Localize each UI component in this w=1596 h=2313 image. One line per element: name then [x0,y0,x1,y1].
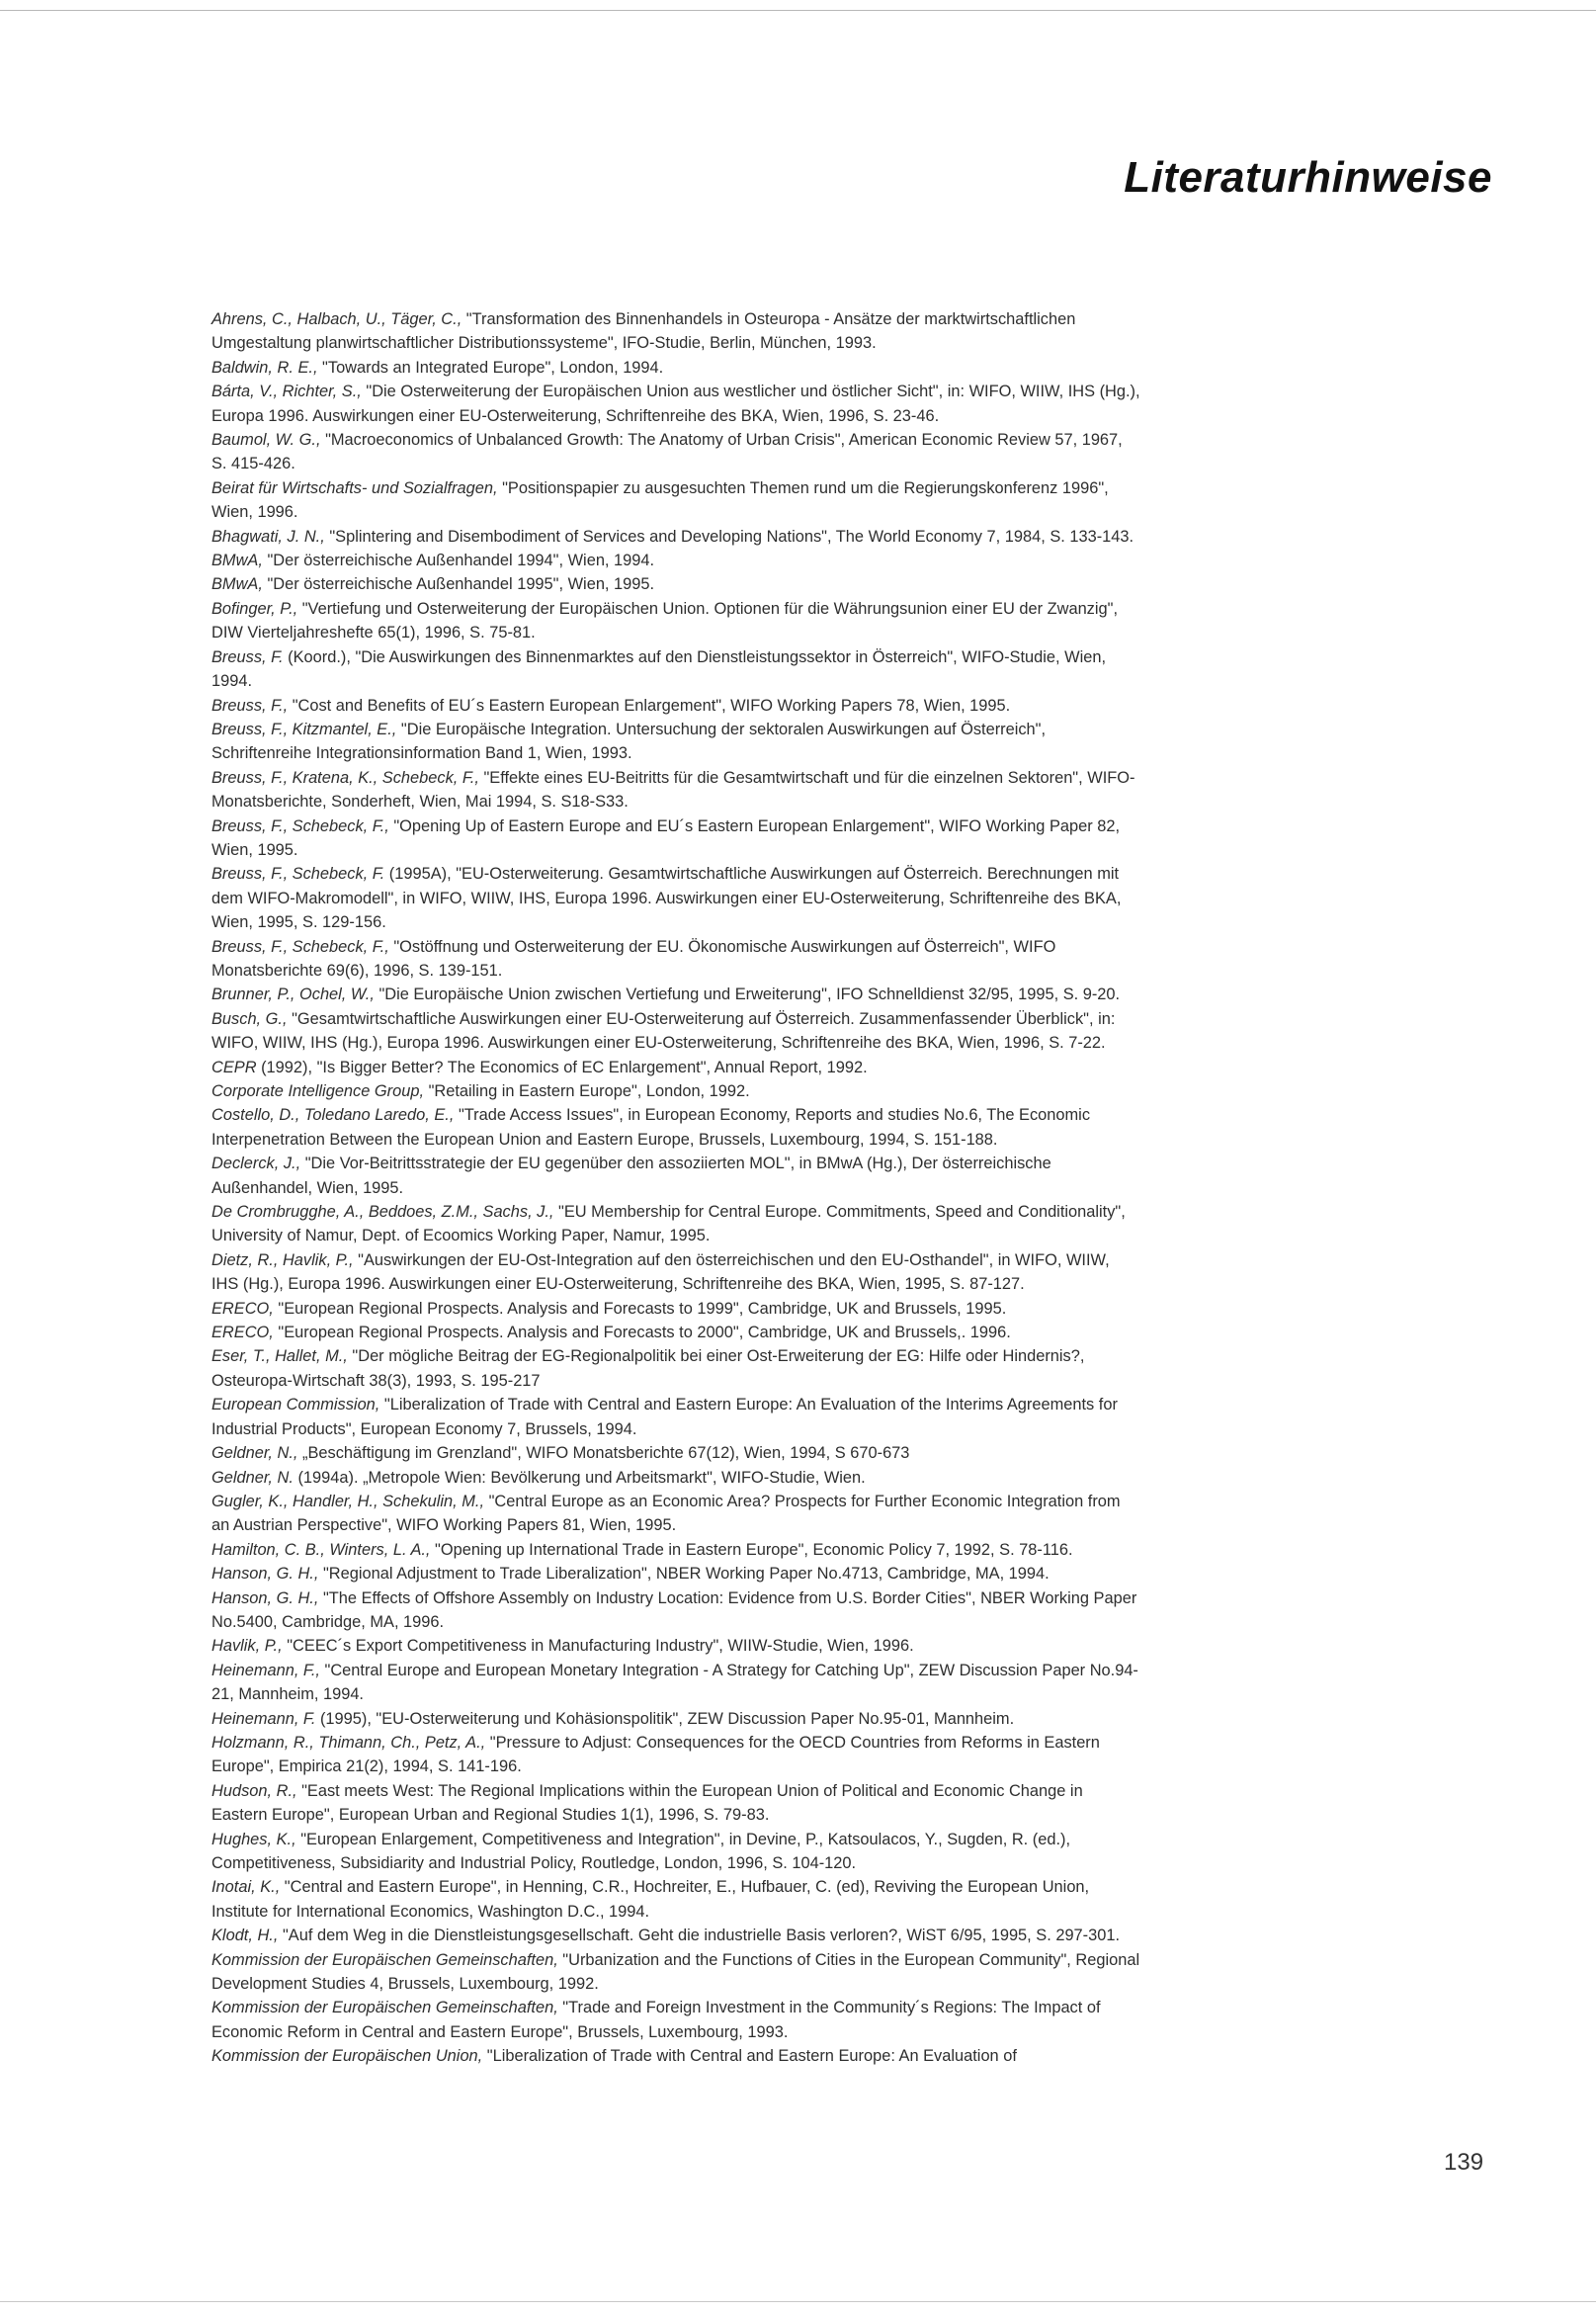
reference-text: (1992), "Is Bigger Better? The Economics of EC Enlargement", Annual Report, 1992. [256,1058,868,1076]
reference-entry [211,307,1140,356]
reference-author: Klodt, H., [211,1927,279,1945]
reference-entry [211,1200,1140,1248]
reference-author: Inotai, K., [211,1878,281,1897]
reference-entry [211,694,1140,718]
reference-entry [211,1056,1140,1079]
reference-list [211,307,1140,2069]
reference-entry [211,1441,1140,1465]
reference-author: Heinemann, F. [211,1709,316,1728]
reference-entry [211,1948,1140,1997]
reference-author: Hughes, K., [211,1830,296,1848]
reference-author: Kommission der Europäischen Gemeinschaften, [211,1950,558,1969]
reference-text: "Positionspapier zu ausgesuchten Themen rund um die Regierungskonferenz 1996", Wien, 1996. [211,478,1109,522]
reference-text: "Central Europe as an Economic Area? Prospects for Further Economic Integration from an Austrian Perspective", WIFO Working Papers 81, Wien, 1995. [211,1492,1121,1535]
reference-text: "Liberalization of Trade with Central and Eastern Europe: An Evaluation of the Interims Agreements for Industrial Products", European Economy 7, Brussels, 1994. [211,1396,1118,1438]
reference-text: "CEEC´s Export Competitiveness in Manufacturing Industry", WIIW-Studie, Wien, 1996. [282,1637,914,1656]
reference-entry [211,1586,1140,1635]
reference-text: "Die Vor-Beitrittsstrategie der EU gegenüber den assoziierten MOL", in BMwA (Hg.), Der österreichische Außenhandel, Wien, 1995. [211,1155,1051,1197]
reference-entry [211,983,1140,1006]
reference-author: Beirat für Wirtschafts- und Sozialfragen, [211,478,498,497]
reference-author: BMwA, [211,575,263,594]
reference-entry [211,356,1140,380]
reference-author: European Commission, [211,1396,380,1414]
reference-text: "East meets West: The Regional Implications within the European Union of Political and Economic Change in Eastern Europe", European Urban and Regional Studies 1(1), 1996, S. 79-83. [211,1781,1083,1825]
reference-text: „Beschäftigung im Grenzland", WIFO Monatsberichte 67(12), Wien, 1994, S 670-673 [297,1444,910,1463]
reference-author: Brunner, P., Ochel, W., [211,985,375,1004]
reference-entry [211,1779,1140,1828]
reference-author: Bárta, V., Richter, S., [211,383,362,401]
reference-entry [211,525,1140,549]
reference-entry [211,1466,1140,1490]
reference-entry [211,380,1140,428]
reference-text: "Die Europäische Union zwischen Vertiefung und Erweiterung", IFO Schnelldienst 32/95, 1995, S. 9-20. [374,985,1121,1004]
reference-author: Declerck, J., [211,1155,301,1173]
reference-text: "Der mögliche Beitrag der EG-Regionalpolitik bei einer Ost-Erweiterung der EG: Hilfe oder Hindernis?, Osteuropa-Wirtschaft 38(3), 1993, S. 195-217 [211,1347,1085,1390]
reference-entry [211,428,1140,476]
reference-author: Breuss, F., Kitzmantel, E., [211,720,397,738]
reference-text: (1995A), "EU-Osterweiterung. Gesamtwirtschaftliche Auswirkungen auf Österreich. Berechnungen mit dem WIFO-Makromodell", in WIFO, WIIW, IHS, Europa 1996. Auswirkungen einer EU-Osterweiterung, Schriftenreihe des BKA, Wien, 1995, S. 129-156. [211,865,1122,932]
reference-entry [211,718,1140,766]
reference-author: Baldwin, R. E., [211,358,318,377]
reference-text: "Retailing in Eastern Europe", London, 1992. [424,1082,750,1100]
reference-author: Hamilton, C. B., Winters, L. A., [211,1540,431,1559]
reference-entry [211,814,1140,863]
reference-author: ERECO, [211,1324,274,1342]
reference-text: "European Regional Prospects. Analysis and Forecasts to 2000", Cambridge, UK and Brussels,. 1996. [273,1324,1011,1342]
reference-entry [211,1731,1140,1779]
reference-text: "Auswirkungen der EU-Ost-Integration auf den österreichischen und den EU-Osthandel", in WIFO, WIIW, IHS (Hg.), Europa 1996. Auswirkungen einer EU-Osterweiterung, Schriftenreihe des BKA, Wien, 1995, S. 87-127. [211,1250,1110,1294]
reference-text: "Urbanization and the Functions of Cities in the European Community", Regional Development Studies 4, Brussels, Luxembourg, 1992. [211,1950,1140,1994]
reference-text: "The Effects of Offshore Assembly on Industry Location: Evidence from U.S. Border Cities", NBER Working Paper No.5400, Cambridge, MA, 1996. [211,1588,1137,1631]
reference-author: Kommission der Europäischen Gemeinschaften, [211,1999,558,2017]
reference-entry [211,935,1140,984]
page-title: Literaturhinweise [1124,153,1492,202]
reference-author: Costello, D., Toledano Laredo, E., [211,1106,455,1125]
reference-entry [211,1924,1140,1947]
reference-text: "Trade Access Issues", in European Economy, Reports and studies No.6, The Economic Interpenetration Between the European Union and Eastern Europe, Brussels, Luxembourg, 1994, S. 151-188. [211,1106,1091,1149]
reference-text: "Regional Adjustment to Trade Liberalization", NBER Working Paper No.4713, Cambridge, MA, 1994. [318,1565,1050,1584]
reference-author: Busch, G., [211,1009,288,1028]
reference-text: "Splintering and Disembodiment of Services and Developing Nations", The World Economy 7, 1984, S. 133-143. [324,527,1134,546]
reference-author: Breuss, F., Schebeck, F. [211,865,385,884]
reference-text: "Pressure to Adjust: Consequences for the OECD Countries from Reforms in Eastern Europe", Empirica 21(2), 1994, S. 141-196. [211,1733,1100,1776]
reference-author: Breuss, F. [211,647,284,666]
reference-author: Eser, T., Hallet, M., [211,1347,348,1366]
reference-text: "Opening Up of Eastern Europe and EU´s Eastern European Enlargement", WIFO Working Paper 82, Wien, 1995. [211,816,1121,859]
reference-author: Hanson, G. H., [211,1565,319,1584]
reference-text: "European Regional Prospects. Analysis and Forecasts to 1999", Cambridge, UK and Brussels, 1995. [273,1299,1007,1318]
reference-author: Breuss, F., Kratena, K., Schebeck, F., [211,768,479,787]
reference-text: (Koord.), "Die Auswirkungen des Binnenmarktes auf den Dienstleistungssektor in Österreich", WIFO-Studie, Wien, 1994. [211,647,1107,691]
reference-entry [211,2044,1140,2068]
reference-text: "Cost and Benefits of EU´s Eastern European Enlargement", WIFO Working Papers 78, Wien, 1995. [288,696,1011,715]
reference-author: Breuss, F., Schebeck, F., [211,816,389,835]
reference-author: Gugler, K., Handler, H., Schekulin, M., [211,1492,485,1510]
reference-author: Bhagwati, J. N., [211,527,325,546]
reference-author: Ahrens, C., Halbach, U., Täger, C., [211,310,462,328]
reference-author: Bofinger, P., [211,599,298,618]
reference-text: "EU Membership for Central Europe. Commitments, Speed and Conditionality", University of Namur, Dept. of Ecoomics Working Paper, Namur, 1995. [211,1203,1126,1245]
reference-entry [211,1103,1140,1152]
reference-text: "Liberalization of Trade with Central and Eastern Europe: An Evaluation of [482,2047,1017,2066]
reference-entry [211,1490,1140,1538]
reference-author: CEPR [211,1058,257,1076]
reference-entry [211,1079,1140,1103]
reference-author: Holzmann, R., Thimann, Ch., Petz, A., [211,1733,486,1752]
reference-entry [211,1393,1140,1441]
reference-text: "European Enlargement, Competitiveness and Integration", in Devine, P., Katsoulacos, Y., Sugden, R. (ed.), Competitiveness, Subsidiarity and Industrial Policy, Routledge, London, 1996, S. 104-120. [211,1830,1071,1872]
reference-entry [211,1659,1140,1707]
reference-entry [211,1152,1140,1200]
reference-author: ERECO, [211,1299,274,1318]
reference-entry [211,1321,1140,1344]
reference-entry [211,1538,1140,1562]
reference-author: Baumol, W. G., [211,431,321,450]
page-number: 139 [1444,2149,1484,2176]
reference-author: Corporate Intelligence Group, [211,1082,425,1100]
reference-author: BMwA, [211,552,263,570]
reference-text: "Central and Eastern Europe", in Henning, C.R., Hochreiter, E., Hufbauer, C. (ed), Reviving the European Union, Institute for International Economics, Washington D.C., 1994. [211,1878,1090,1921]
reference-author: Breuss, F., Schebeck, F., [211,937,389,956]
reference-text: "Effekte eines EU-Beitritts für die Gesamtwirtschaft und für die einzelnen Sektoren", WIFO-Monatsberichte, Sonderheft, Wien, Mai 1994, S. S18-S33. [211,768,1135,812]
top-rule [0,10,1596,11]
bottom-rule [0,2301,1596,2302]
reference-text: "Trade and Foreign Investment in the Community´s Regions: The Impact of Economic Reform in Central and Eastern Europe", Brussels, Luxembourg, 1993. [211,1999,1101,2041]
reference-text: (1994a). „Metropole Wien: Bevölkerung und Arbeitsmarkt", WIFO-Studie, Wien. [293,1468,866,1487]
reference-entry [211,645,1140,694]
reference-entry [211,1007,1140,1056]
reference-entry [211,572,1140,596]
reference-entry [211,1297,1140,1321]
reference-entry [211,1344,1140,1393]
reference-author: Heinemann, F., [211,1661,320,1679]
reference-author: Kommission der Europäischen Union, [211,2047,483,2066]
reference-entry [211,766,1140,814]
reference-entry [211,1875,1140,1924]
reference-author: Geldner, N., [211,1444,298,1463]
reference-text: "Der österreichische Außenhandel 1994", Wien, 1994. [262,552,655,570]
reference-author: Hudson, R., [211,1781,297,1800]
reference-entry [211,862,1140,934]
reference-text: "Transformation des Binnenhandels in Osteuropa - Ansätze der marktwirtschaftlichen Umgestaltung planwirtschaftlicher Distributionssysteme", IFO-Studie, Berlin, München, 1993. [211,310,1076,353]
reference-text: "Gesamtwirtschaftliche Auswirkungen einer EU-Osterweiterung auf Österreich. Zusammenfassender Überblick", in: WIFO, WIIW, IHS (Hg.), Europa 1996. Auswirkungen einer EU-Osterweiterung, Schriftenreihe des BKA, Wien, 1996, S. 7-22. [211,1009,1116,1053]
reference-entry [211,1562,1140,1585]
reference-entry [211,1634,1140,1658]
reference-text: "Der österreichische Außenhandel 1995", Wien, 1995. [262,575,655,594]
reference-text: "Vertiefung und Osterweiterung der Europäischen Union. Optionen für die Währungsunion einer EU der Zwanzig", DIW Vierteljahreshefte 65(1), 1996, S. 75-81. [211,599,1119,642]
reference-text: "Macroeconomics of Unbalanced Growth: The Anatomy of Urban Crisis", American Economic Review 57, 1967, S. 415-426. [211,431,1123,473]
reference-entry [211,1996,1140,2044]
reference-entry [211,476,1140,525]
reference-author: Hanson, G. H., [211,1588,319,1607]
reference-text: "Opening up International Trade in Eastern Europe", Economic Policy 7, 1992, S. 78-116. [430,1540,1073,1559]
reference-text: "Die Europäische Integration. Untersuchung der sektoralen Auswirkungen auf Österreich", Schriftenreihe Integrationsinformation Band 1, Wien, 1993. [211,720,1047,763]
reference-entry [211,1828,1140,1876]
reference-author: Dietz, R., Havlik, P., [211,1250,354,1269]
reference-text: "Central Europe and European Monetary Integration - A Strategy for Catching Up", ZEW Discussion Paper No.94-21, Mannheim, 1994. [211,1661,1138,1704]
reference-text: "Ostöffnung und Osterweiterung der EU. Ökonomische Auswirkungen auf Österreich", WIFO Monatsberichte 69(6), 1996, S. 139-151. [211,937,1056,980]
reference-entry [211,1248,1140,1297]
reference-entry [211,1707,1140,1731]
reference-text: "Die Osterweiterung der Europäischen Union aus westlicher und östlicher Sicht", in: WIFO, WIIW, IHS (Hg.), Europa 1996. Auswirkungen einer EU-Osterweiterung, Schriftenreihe des BKA, Wien, 1996, S. 23-46. [211,383,1140,425]
reference-entry [211,597,1140,645]
reference-author: Havlik, P., [211,1637,283,1656]
reference-author: Breuss, F., [211,696,289,715]
reference-author: De Crombrugghe, A., Beddoes, Z.M., Sachs, J., [211,1203,554,1222]
reference-text: "Auf dem Weg in die Dienstleistungsgesellschaft. Geht die industrielle Basis verloren?, WiST 6/95, 1995, S. 297-301. [278,1927,1121,1945]
reference-text: "Towards an Integrated Europe", London, 1994. [317,358,664,377]
reference-text: (1995), "EU-Osterweiterung und Kohäsionspolitik", ZEW Discussion Paper No.95-01, Mannheim. [315,1709,1015,1728]
reference-entry [211,549,1140,572]
reference-author: Geldner, N. [211,1468,294,1487]
